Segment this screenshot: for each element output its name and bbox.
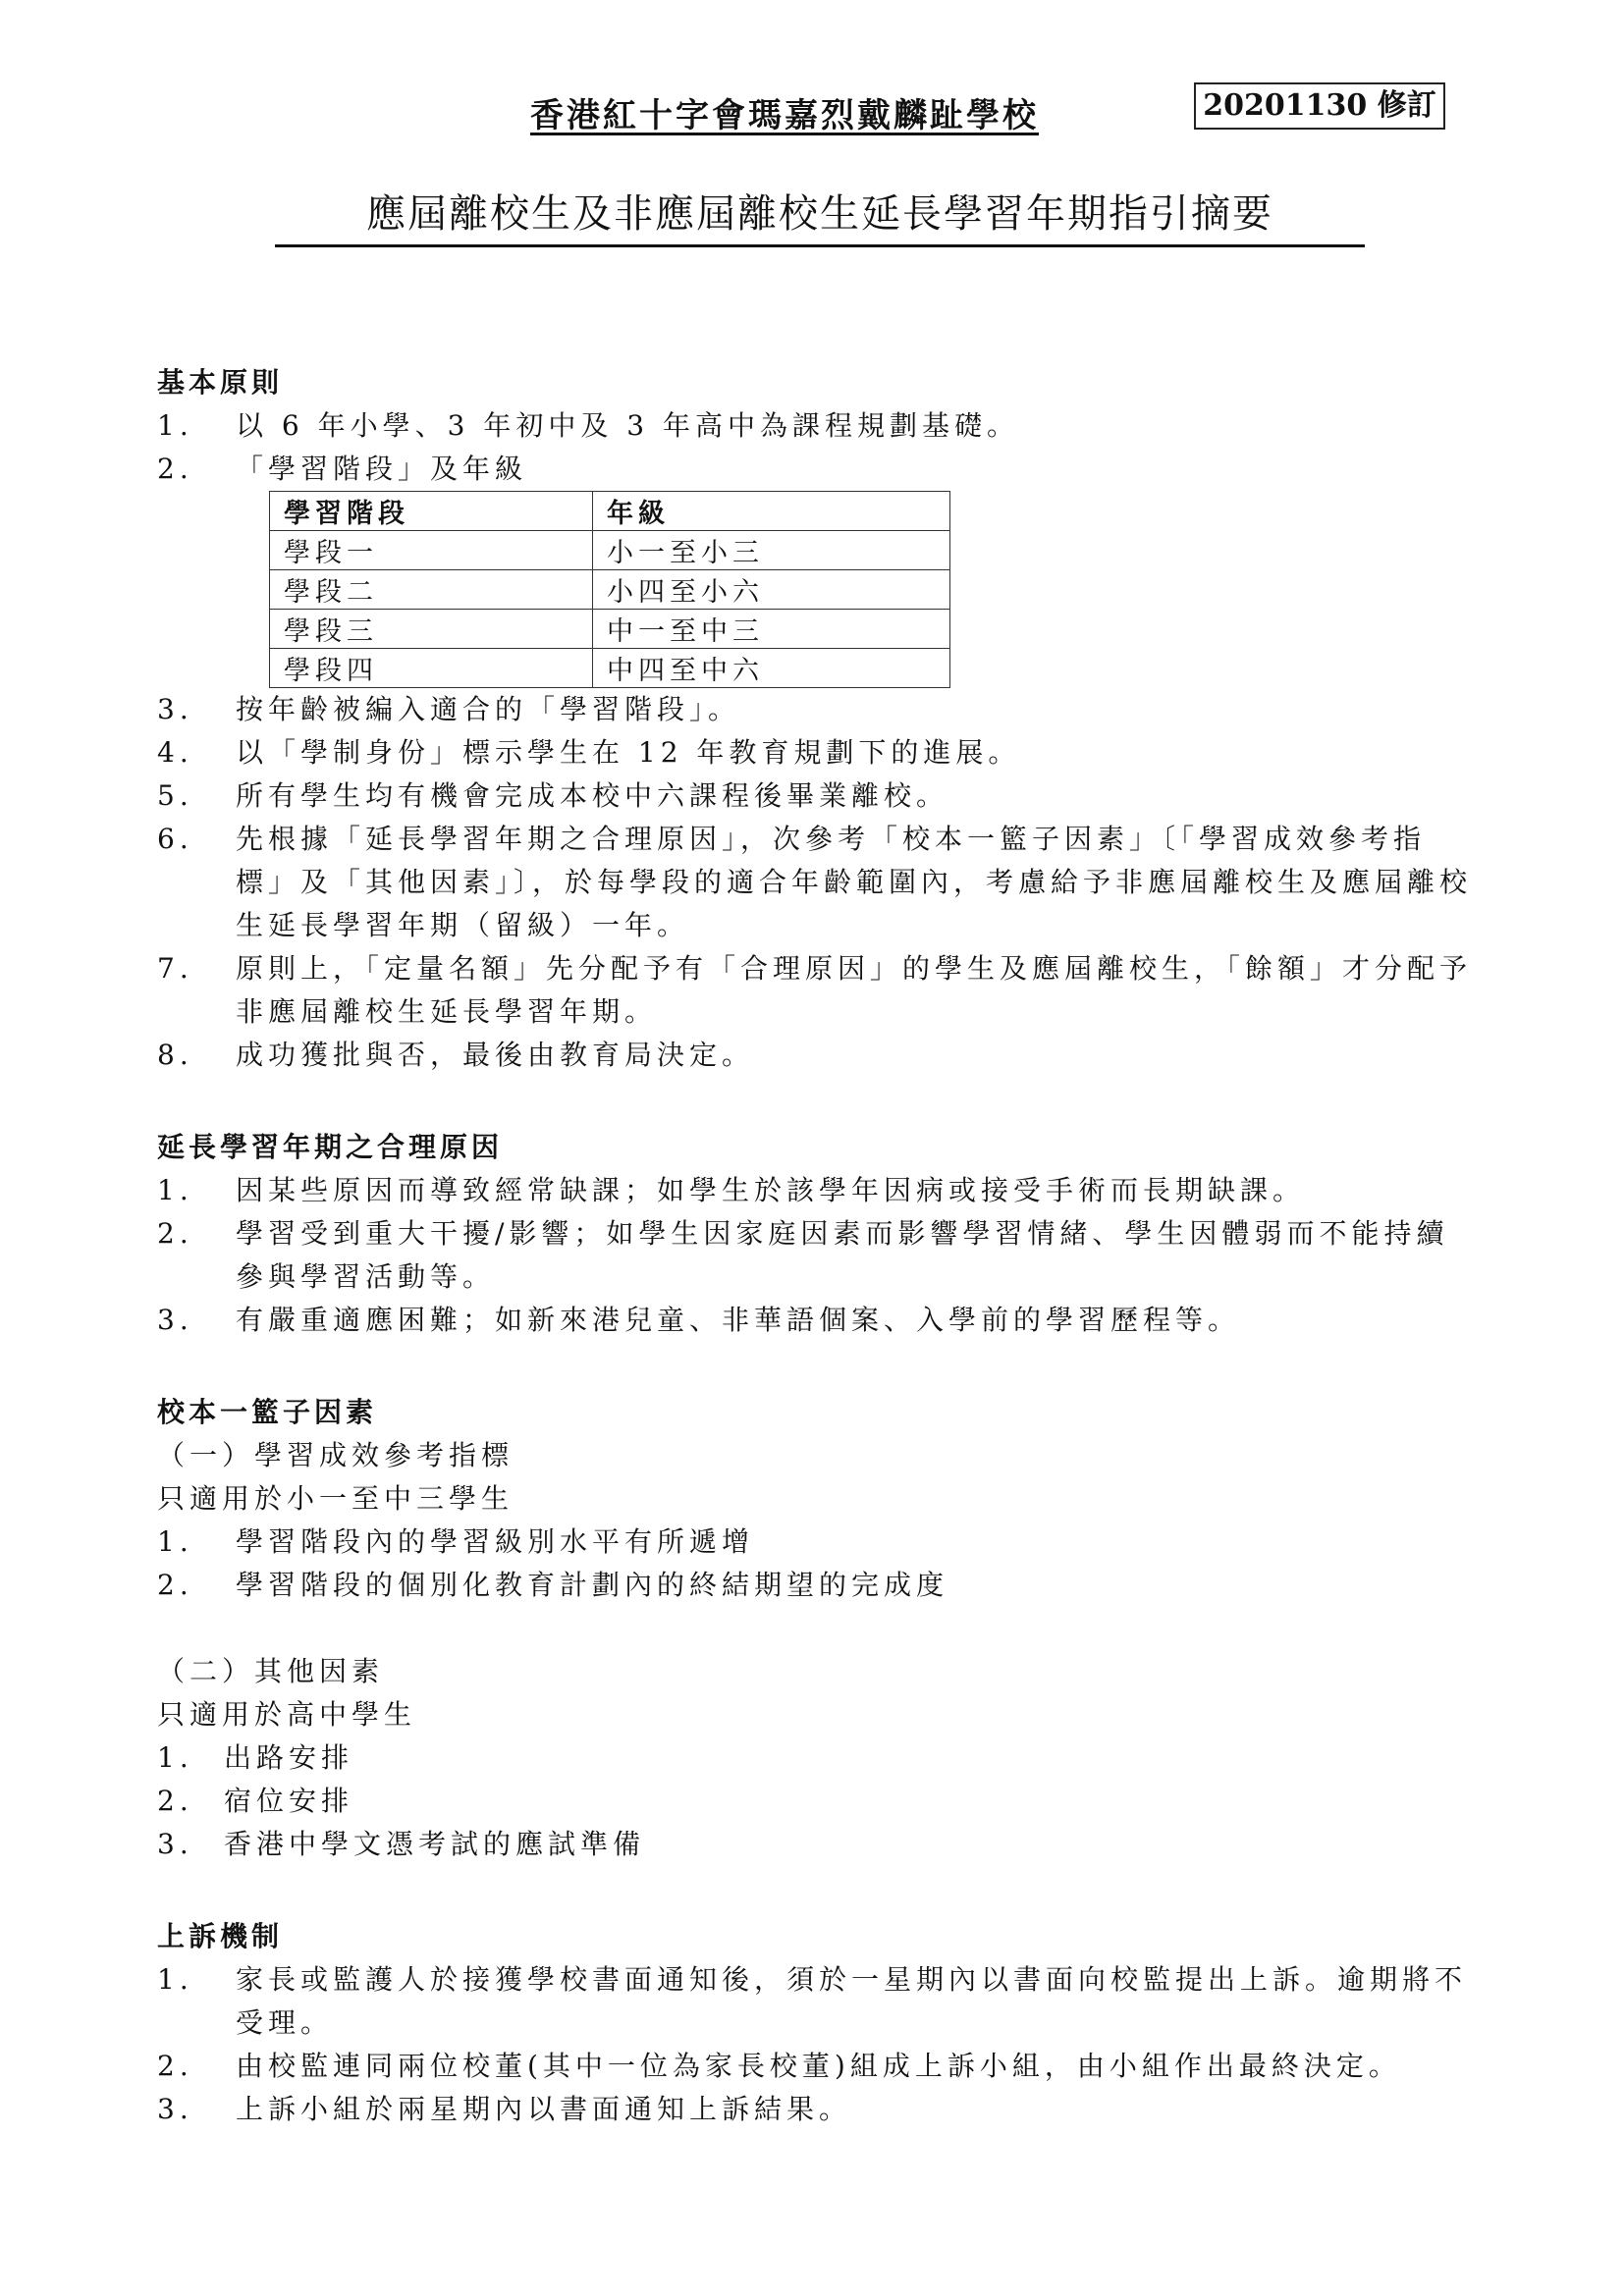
item-text: 學習階段內的學習級別水平有所遞增	[236, 1525, 755, 1558]
list-item	[157, 404, 1473, 448]
item-number: 1.	[157, 409, 193, 442]
item-number: 1.	[157, 1174, 193, 1206]
table-cell: 小四至小六	[593, 570, 950, 610]
table-header-cell: 年級	[593, 492, 950, 531]
list-item	[157, 2045, 1473, 2088]
item-number: 2.	[157, 1569, 193, 1601]
table-cell: 中四至中六	[593, 649, 950, 688]
table-cell: 小一至小三	[593, 531, 950, 570]
table-row	[270, 531, 950, 570]
list-item	[157, 1169, 1473, 1212]
subsection-title: （一）學習成效參考指標	[157, 1439, 514, 1471]
item-text: 由校監連同兩位校董(其中一位為家長校董)組成上訴小組，由小組作出最終決定。	[236, 2050, 1401, 2082]
document-title: 應屆離校生及非應屆離校生延長學習年期指引摘要	[275, 183, 1365, 247]
item-text: 成功獲批與否，最後由教育局決定。	[236, 1039, 755, 1071]
subsection-scope: 只適用於高中學生	[157, 1698, 417, 1731]
section-heading-appeal: 上訴機制	[157, 1920, 284, 1952]
item-text: 香港中學文憑考試的應試準備	[224, 1828, 646, 1860]
learning-stage-table	[269, 491, 950, 688]
item-text: 按年齡被編入適合的「學習階段」。	[236, 693, 741, 725]
item-text: 家長或監護人於接獲學校書面通知後，須於一星期內以書面向校監提出上訴。逾期將不受理。	[236, 1963, 1468, 2039]
table-row	[270, 570, 950, 610]
list-item	[157, 774, 1473, 818]
list-item	[157, 1521, 1473, 1564]
item-text: 學習階段的個別化教育計劃內的終結期望的完成度	[236, 1569, 949, 1601]
item-number: 4.	[157, 736, 193, 769]
list-item	[157, 1299, 1473, 1342]
item-number: 3.	[157, 1304, 193, 1336]
table-header-cell: 學習階段	[270, 492, 593, 531]
item-number: 1.	[157, 1525, 193, 1558]
item-text: 先根據「延長學習年期之合理原因」，次參考「校本一籃子因素」〔「學習成效參考指標」及「其他因素」〕，於每學段的適合年齡範圍內，考慮給予非應屆離校生及應屆離校生延長學習年期（留級）一年。	[236, 823, 1473, 941]
item-text: 出路安排	[224, 1741, 354, 1774]
item-text: 有嚴重適應困難；如新來港兒童、非華語個案、入學前的學習歷程等。	[236, 1304, 1241, 1336]
section-heading-reasons: 延長學習年期之合理原因	[157, 1131, 504, 1163]
list-item	[157, 1780, 1473, 1823]
school-name: 香港紅十字會瑪嘉烈戴麟趾學校	[530, 96, 1039, 135]
list-item	[157, 1564, 1473, 1607]
table-cell: 學段一	[270, 531, 593, 570]
item-number: 8.	[157, 1039, 193, 1071]
list-item	[157, 448, 1473, 491]
item-number: 7.	[157, 952, 193, 985]
table-row	[270, 649, 950, 688]
item-number: 3.	[157, 1828, 193, 1860]
item-number: 2.	[157, 1217, 193, 1250]
item-text: 上訴小組於兩星期內以書面通知上訴結果。	[236, 2093, 852, 2125]
item-number: 6.	[157, 823, 193, 855]
document-body	[157, 361, 1473, 2131]
item-number: 1.	[157, 1963, 193, 1996]
document-header	[530, 82, 1453, 141]
item-text: 以 6 年小學、3 年初中及 3 年高中為課程規劃基礎。	[236, 409, 1019, 442]
item-text: 學習受到重大干擾/影響；如學生因家庭因素而影響學習情緒、學生因體弱而不能持續參與學習活動等。	[236, 1217, 1449, 1293]
section-heading-basic-principles: 基本原則	[157, 366, 284, 399]
list-item	[157, 731, 1473, 774]
item-number: 3.	[157, 2093, 193, 2125]
list-item	[157, 2088, 1473, 2131]
list-item	[157, 1736, 1473, 1780]
list-item	[157, 688, 1473, 731]
item-number: 1.	[157, 1741, 193, 1774]
item-number: 2.	[157, 1785, 193, 1817]
item-text: 所有學生均有機會完成本校中六課程後畢業離校。	[236, 779, 949, 812]
table-header-row	[270, 492, 950, 531]
item-text: 宿位安排	[224, 1785, 354, 1817]
subsection-scope: 只適用於小一至中三學生	[157, 1482, 514, 1515]
list-item	[157, 1823, 1473, 1866]
section-heading-school-factors: 校本一籃子因素	[157, 1396, 378, 1428]
item-text: 以「學制身份」標示學生在 12 年教育規劃下的進展。	[236, 736, 1021, 769]
list-item	[157, 947, 1473, 1034]
table-cell: 學段二	[270, 570, 593, 610]
list-item	[157, 1212, 1473, 1299]
item-number: 5.	[157, 779, 193, 812]
table-cell: 中一至中三	[593, 610, 950, 649]
table-cell: 學段四	[270, 649, 593, 688]
item-number: 2.	[157, 453, 193, 485]
table-cell: 學段三	[270, 610, 593, 649]
table-row	[270, 610, 950, 649]
item-number: 3.	[157, 693, 193, 725]
item-text: 原則上，「定量名額」先分配予有「合理原因」的學生及應屆離校生，「餘額」才分配予非應屆離校生延長學習年期。	[236, 952, 1473, 1028]
list-item	[157, 1958, 1473, 2045]
item-number: 2.	[157, 2050, 193, 2082]
item-text: 「學習階段」及年級	[236, 453, 528, 485]
subsection-title: （二）其他因素	[157, 1655, 385, 1687]
revision-badge: 20201130 修訂	[1194, 82, 1445, 130]
list-item	[157, 818, 1473, 947]
item-text: 因某些原因而導致經常缺課；如學生於該學年因病或接受手術而長期缺課。	[236, 1174, 1306, 1206]
list-item	[157, 1034, 1473, 1077]
